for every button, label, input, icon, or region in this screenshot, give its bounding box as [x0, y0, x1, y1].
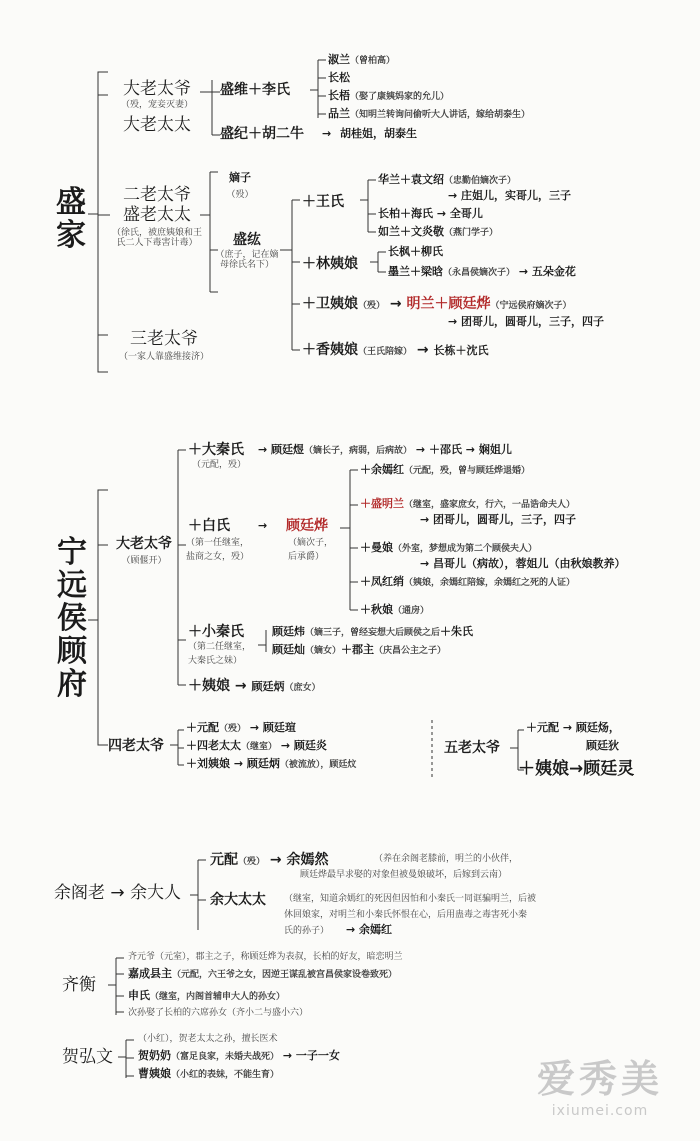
gu-bai-wife: ＋白氏	[188, 518, 230, 534]
yu-root: 余阁老 → 余大人	[54, 883, 182, 903]
sheng-ji-arrow: →	[322, 127, 332, 140]
qi-row3: 申氏（继室，内阁首辅申大人的孙女）	[128, 989, 286, 1002]
gu-fifth-row1b: 顾廷狄	[586, 739, 619, 752]
sheng-lin-row1: 长枫＋柳氏	[388, 245, 443, 258]
yu-wife1-desc1: （养在余阁老膝前，明兰的小伙伴，	[374, 854, 519, 864]
he-row2: 贺奶奶（富足良家，未婚夫战死） → 一子一女	[138, 1049, 340, 1062]
gu-xqin-note1: （第二任继室，	[188, 642, 252, 652]
gu-xqin-note2: 大秦氏之妹）	[188, 656, 243, 666]
qi-row1: 齐元爷（元室），郡主之子，称顾廷烨为表叔，长柏的好友，暗恋明兰	[128, 952, 403, 962]
sheng-lin-row2: 墨兰＋梁晗（永昌侯嫡次子） → 五朵金花	[388, 265, 576, 278]
sheng-elder1-note: （殁，宠妾灭妻）	[120, 100, 193, 110]
gu-ye-wife-2: ＋盛明兰（继室，盛家庶女，行六，一品诰命夫人）	[360, 497, 576, 510]
yu-wife2-desc2: 休回娘家，对明兰和小秦氏怀恨在心，后用蛊毒之毒害死小秦	[284, 910, 528, 920]
gu-tingye-note2: 后承爵）	[288, 552, 325, 562]
he-row3: 曹姨娘（小红的表妹，不能生育）	[138, 1067, 280, 1080]
gu-bai-note1: （第一任继室，	[186, 538, 250, 548]
sheng-ji-children: 胡桂姐，胡泰生	[340, 127, 417, 140]
yu-wife2-child: → 余嫣红	[346, 923, 393, 936]
yu-wife1-desc2: 顾廷烨最早求娶的对象但被曼娘破坏，后嫁到云南）	[300, 870, 508, 880]
sheng-wang-row1: 华兰＋袁文绍（忠勤伯嫡次子）	[378, 173, 517, 186]
gu-tingye: 顾廷烨	[286, 518, 328, 534]
watermark-text: 爱秀美	[536, 1057, 663, 1101]
gu-fourth-name: 四老太爷	[108, 738, 164, 754]
gu-fifth-row1: ＋元配 → 顾廷炀，	[526, 721, 620, 734]
sheng-dizi-note: （殁）	[226, 190, 254, 200]
gu-qin-wife: ＋大秦氏	[188, 442, 244, 458]
sheng-wang-row2: 长柏＋海氏 → 全哥儿	[378, 207, 483, 220]
gu-qin-note: （元配，殁）	[192, 460, 247, 470]
gu-ye-wife-3-kids: → 昌哥儿（病故），蓉姐儿（由秋娘教养）	[420, 557, 626, 570]
gu-ye-wife-5: ＋秋娘（通房）	[360, 603, 430, 616]
sheng-lin-concubine: ＋林姨娘	[302, 256, 358, 272]
sheng-elder2-note: （徐氏，被庶姨娘和王氏二人下毒害计毒）	[111, 228, 202, 249]
sheng-wei-child-4: 品兰（知明兰转询问偷听大人讲话，嫁给胡泰生）	[328, 107, 531, 120]
gu-fourth-row3: ＋刘姨娘 → 顾廷炳（被流放），顾廷炆	[186, 757, 357, 770]
sheng-elder3-note: （一家人靠盛维接济）	[118, 352, 209, 362]
gu-family-title: 宁远侯顾府	[57, 535, 87, 702]
sheng-family-title: 盛家	[56, 185, 86, 253]
sheng-xiang-concubine: ＋香姨娘（王氏陪嫁） → 长栋＋沈氏	[302, 342, 489, 358]
yu-wife2: 余大太太	[210, 892, 266, 908]
gu-yi-concubine: ＋姨娘 → 顾廷炳（庶女）	[188, 678, 321, 694]
gu-xqin-wife: ＋小秦氏	[188, 624, 244, 640]
sheng-wang-wife: ＋王氏	[302, 194, 344, 210]
sheng-hong-note: （庶子，记在嫡母徐氏名下）	[215, 250, 279, 271]
gu-qin-son: → 顾廷煜（嫡长子，病弱，后病故） → ＋邵氏 → 娴姐儿	[258, 443, 512, 456]
gu-bai-note2: 盐商之女，殁）	[186, 552, 250, 562]
he-root: 贺弘文	[62, 1047, 113, 1067]
gu-ye-wife-1: ＋余嫣红（元配，殁，曾与顾廷烨退婚）	[360, 463, 531, 476]
watermark-logo	[520, 1048, 680, 1119]
sheng-dizi: 嫡子	[229, 171, 251, 184]
yu-wife1: 元配（殁） → 余嫣然	[210, 852, 329, 868]
sheng-wei-child-2: 长松	[328, 71, 350, 84]
gu-ye-wife-2-kids: → 团哥儿，圆哥儿，三子，四子	[420, 513, 577, 526]
sheng-elder2-wife: 盛老太太	[123, 205, 191, 225]
sheng-wei-couple: 盛维＋李氏	[220, 82, 290, 98]
sheng-wang-row1-kids: → 庄姐儿，实哥儿，三子	[448, 189, 572, 202]
gu-fifth-name: 五老太爷	[444, 740, 500, 756]
gu-fourth-row1: ＋元配（殁） → 顾廷瑄	[186, 721, 296, 734]
sheng-wei-child-1: 淑兰（曾柏高）	[328, 53, 396, 66]
gu-elder-note: （顾偃开）	[121, 556, 167, 566]
sheng-elder1-name: 大老太爷	[123, 79, 191, 99]
qi-row4: 次孙娶了长柏的六席孙女（齐小二与盛小六）	[128, 1008, 309, 1018]
gu-fourth-row2: ＋四老太太（继室） → 顾廷炎	[186, 739, 327, 752]
sheng-ji-couple: 盛纪＋胡二牛	[220, 126, 304, 142]
qi-row2: 嘉成县主（元配，六王爷之女，因逆王谋乱被宫昌侯家设卷致死）	[128, 967, 398, 980]
sheng-elder3-name: 三老太爷	[130, 329, 198, 349]
he-row1: （小红），贺老太太之孙，擅长医术	[138, 1034, 278, 1044]
sheng-wei-child-3: 长梧（娶了康姨妈家的允儿）	[328, 89, 450, 102]
gu-ye-wife-4: ＋凤红绡（姨娘，余嫣红陪嫁，余嫣红之死的人证）	[360, 575, 576, 588]
gu-xqin-row1: 顾廷炜（嫡三子，曾经妄想大后顾侯之后＋朱氏	[272, 625, 474, 638]
yu-wife2-desc1: （继室，知道余嫣红的死因但因怕和小秦氏一同诓骗明兰，后被	[284, 894, 537, 904]
sheng-hong: 盛纮	[233, 232, 261, 248]
sheng-elder1-wife: 大老太太	[123, 115, 191, 135]
sheng-wang-row3: 如兰＋文炎敬（燕门学子）	[378, 225, 499, 238]
gu-elder-name: 大老太爷	[116, 536, 172, 552]
gu-fifth-row2: ＋姨娘→顾廷灵	[518, 759, 635, 779]
gu-xqin-row2: 顾廷灿（嫡女）＋郡主（庆昌公主之子）	[272, 643, 447, 656]
sheng-wei-concubine: ＋卫姨娘（殁） → 明兰＋顾廷烨（宁远侯府嫡次子）	[302, 296, 572, 312]
qi-root: 齐衡	[62, 975, 96, 995]
yu-wife2-desc3: 氏的孙子）	[284, 926, 330, 936]
gu-tingye-note1: （嫡次子，	[288, 538, 334, 548]
gu-ye-wife-3: ＋曼娘（外室，梦想成为第二个顾侯夫人）	[360, 541, 538, 554]
watermark-url: ixiumei.com	[551, 1103, 649, 1119]
sheng-elder2-name: 二老太爷	[123, 185, 191, 205]
gu-bai-arrow: →	[258, 519, 268, 532]
sheng-wei-kids: → 团哥儿，圆哥儿，三子，四子	[448, 315, 605, 328]
